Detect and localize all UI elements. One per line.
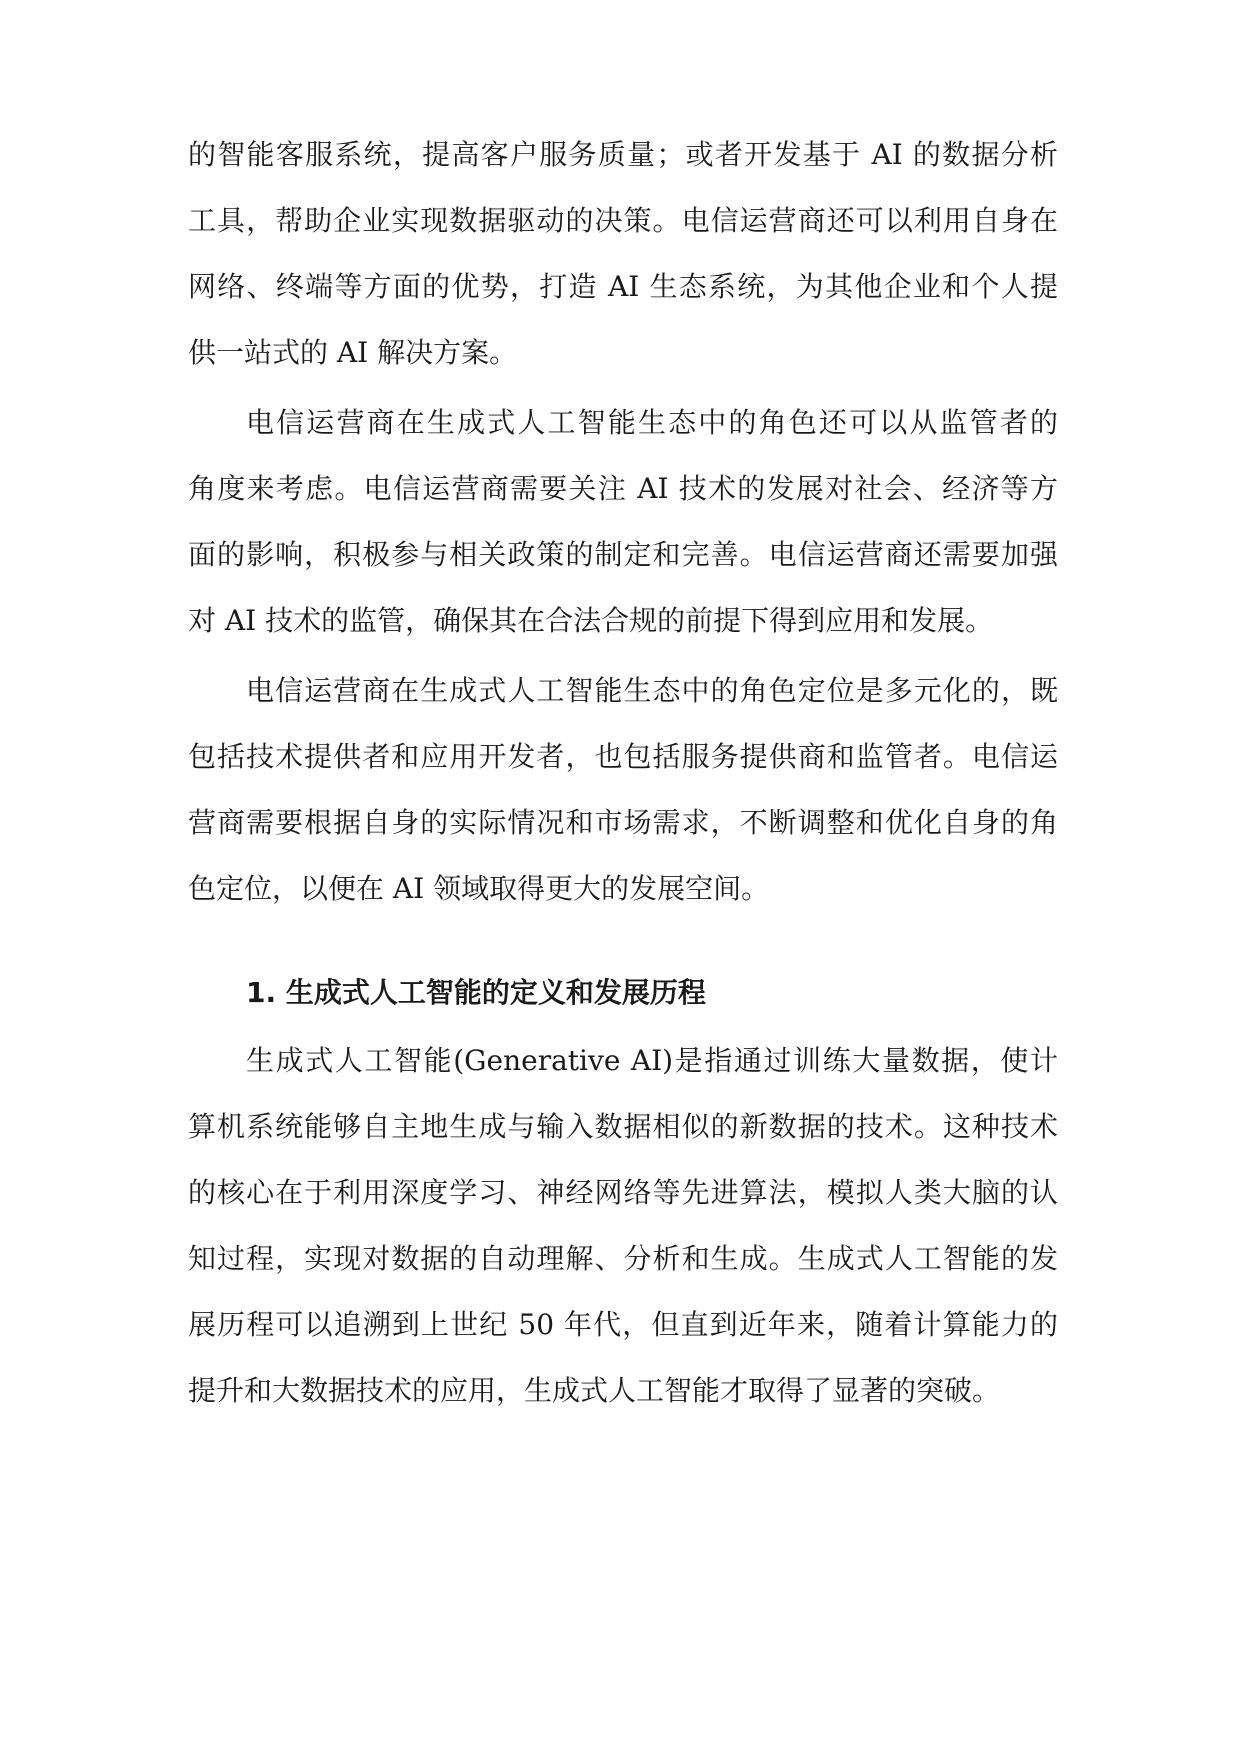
paragraph-2 bbox=[188, 390, 1058, 654]
paragraph-line: 角度来考虑。电信运营商需要关注 AI 技术的发展对社会、经济等方 bbox=[188, 472, 1058, 505]
paragraph-line: 生成式人工智能(Generative AI)是指通过训练大量数据，使计 bbox=[246, 1044, 1058, 1077]
paragraph-line: 包括技术提供者和应用开发者，也包括服务提供商和监管者。电信运 bbox=[188, 740, 1058, 773]
paragraph-line: 供一站式的 AI 解决方案。 bbox=[188, 336, 518, 369]
section-heading: 1. 生成式人工智能的定义和发展历程 bbox=[246, 976, 706, 1009]
paragraph-1 bbox=[188, 122, 1058, 386]
paragraph-line: 对 AI 技术的监管，确保其在合法合规的前提下得到应用和发展。 bbox=[188, 604, 994, 637]
paragraph-line: 知过程，实现对数据的自动理解、分析和生成。生成式人工智能的发 bbox=[188, 1242, 1058, 1275]
paragraph-line: 算机系统能够自主地生成与输入数据相似的新数据的技术。这种技术 bbox=[188, 1110, 1058, 1143]
paragraph-3 bbox=[188, 658, 1058, 922]
paragraph-line: 电信运营商在生成式人工智能生态中的角色还可以从监管者的 bbox=[246, 406, 1058, 439]
paragraph-line: 提升和大数据技术的应用，生成式人工智能才取得了显著的突破。 bbox=[188, 1374, 1001, 1407]
paragraph-4 bbox=[188, 1028, 1058, 1424]
paragraph-line: 面的影响，积极参与相关政策的制定和完善。电信运营商还需要加强 bbox=[188, 538, 1058, 571]
paragraph-line: 的智能客服系统，提高客户服务质量；或者开发基于 AI 的数据分析 bbox=[188, 138, 1058, 171]
paragraph-line: 营商需要根据自身的实际情况和市场需求，不断调整和优化自身的角 bbox=[188, 806, 1058, 839]
paragraph-line: 工具，帮助企业实现数据驱动的决策。电信运营商还可以利用自身在 bbox=[188, 204, 1058, 237]
paragraph-line: 的核心在于利用深度学习、神经网络等先进算法，模拟人类大脑的认 bbox=[188, 1176, 1058, 1209]
paragraph-line: 电信运营商在生成式人工智能生态中的角色定位是多元化的，既 bbox=[246, 674, 1058, 707]
paragraph-line: 色定位，以便在 AI 领域取得更大的发展空间。 bbox=[188, 872, 770, 905]
paragraph-line: 网络、终端等方面的优势，打造 AI 生态系统，为其他企业和个人提 bbox=[188, 270, 1058, 303]
paragraph-line: 展历程可以追溯到上世纪 50 年代，但直到近年来，随着计算能力的 bbox=[188, 1308, 1058, 1341]
